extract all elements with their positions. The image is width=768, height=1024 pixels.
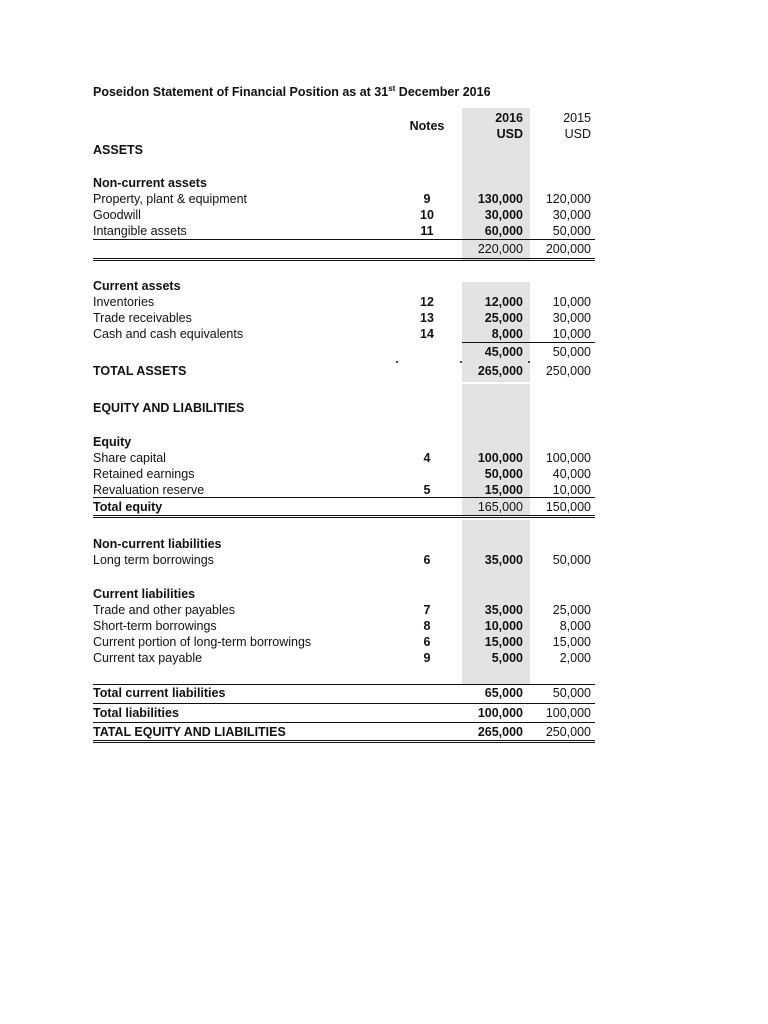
rule — [93, 239, 595, 240]
value-2016: 12,000 — [484, 295, 523, 309]
statement-row — [93, 207, 591, 223]
value-2015: 50,000 — [552, 345, 591, 359]
value-2015: 200,000 — [545, 242, 591, 256]
year-2016-header: 2016 — [495, 111, 523, 125]
statement-row — [93, 344, 591, 360]
value-2015: 2,000 — [559, 651, 591, 665]
note-reference: 7 — [423, 603, 431, 617]
statement-row — [93, 650, 591, 666]
statement-row — [93, 685, 591, 701]
statement-row — [93, 466, 591, 482]
value-2015: 50,000 — [552, 224, 591, 238]
statement-row — [93, 499, 591, 515]
statement-row — [93, 223, 591, 239]
value-2015: 30,000 — [552, 208, 591, 222]
row-label: TOTAL ASSETS — [93, 364, 187, 378]
value-2016: 220,000 — [477, 242, 523, 256]
rule — [93, 740, 595, 741]
value-2015: 50,000 — [552, 553, 591, 567]
value-2016: 100,000 — [477, 451, 523, 465]
value-2016: 30,000 — [484, 208, 523, 222]
value-2016: 265,000 — [477, 364, 523, 378]
note-reference: 10 — [420, 208, 434, 222]
row-label: Intangible assets — [93, 224, 187, 238]
rule — [93, 497, 595, 498]
note-reference: 6 — [423, 553, 431, 567]
value-2015: 8,000 — [559, 619, 591, 633]
currency-2015-header: USD — [564, 127, 591, 141]
statement-row — [93, 241, 591, 257]
note-reference: 9 — [423, 192, 431, 206]
value-2016: 60,000 — [484, 224, 523, 238]
value-2016: 15,000 — [484, 483, 523, 497]
note-reference: 8 — [423, 619, 431, 633]
value-2016: 35,000 — [484, 603, 523, 617]
row-label: Total liabilities — [93, 706, 179, 720]
row-label: Inventories — [93, 295, 155, 309]
row-label: Property, plant & equipment — [93, 192, 248, 206]
statement-row — [93, 602, 591, 618]
row-label: Trade receivables — [93, 311, 192, 325]
value-2016: 8,000 — [491, 327, 523, 341]
value-2016: 65,000 — [484, 686, 523, 700]
statement-row — [93, 310, 591, 326]
row-label: Retained earnings — [93, 467, 195, 481]
value-2016: 265,000 — [477, 725, 523, 739]
statement-row — [93, 724, 591, 740]
value-2015: 150,000 — [545, 500, 591, 514]
statement-row — [93, 363, 591, 379]
value-2016: 15,000 — [484, 635, 523, 649]
row-label: TATAL EQUITY AND LIABILITIES — [93, 725, 286, 739]
rule — [93, 258, 595, 259]
value-2015: 250,000 — [545, 725, 591, 739]
row-label: Current portion of long-term borrowings — [93, 635, 312, 649]
row-label: Non-current assets — [93, 176, 207, 190]
statement-row — [93, 175, 591, 191]
note-reference: 13 — [420, 311, 434, 325]
value-2016: 45,000 — [484, 345, 523, 359]
currency-2016-header: USD — [496, 127, 523, 141]
statement-row — [93, 586, 591, 602]
row-label: Total equity — [93, 500, 163, 514]
notes-header: Notes — [409, 119, 445, 133]
value-2016: 130,000 — [477, 192, 523, 206]
value-2016: 10,000 — [484, 619, 523, 633]
value-2016: 50,000 — [484, 467, 523, 481]
row-label: Current assets — [93, 279, 181, 293]
value-2015: 30,000 — [552, 311, 591, 325]
row-label: Trade and other payables — [93, 603, 235, 617]
value-2015: 250,000 — [545, 364, 591, 378]
rule — [93, 684, 595, 685]
statement-title: Poseidon Statement of Financial Position as at 31st December 2016 — [93, 84, 491, 99]
rule — [93, 515, 595, 516]
row-label: ASSETS — [93, 143, 144, 157]
value-2015: 40,000 — [552, 467, 591, 481]
rule — [93, 703, 595, 704]
note-reference: 12 — [420, 295, 434, 309]
rule — [93, 742, 595, 743]
statement-row — [93, 482, 591, 498]
value-2015: 25,000 — [552, 603, 591, 617]
row-label: Share capital — [93, 451, 166, 465]
value-2015: 50,000 — [552, 686, 591, 700]
statement-row — [93, 536, 591, 552]
rule — [93, 722, 595, 723]
note-reference: 9 — [423, 651, 431, 665]
value-2015: 10,000 — [552, 295, 591, 309]
value-2016: 100,000 — [477, 706, 523, 720]
row-label: Short-term borrowings — [93, 619, 217, 633]
value-2015: 10,000 — [552, 327, 591, 341]
scan-speck — [396, 361, 398, 363]
statement-row — [93, 191, 591, 207]
statement-row — [93, 278, 591, 294]
note-reference: 14 — [420, 327, 434, 341]
statement-row — [93, 142, 591, 158]
row-label: Cash and cash equivalents — [93, 327, 244, 341]
row-label: Current liabilities — [93, 587, 196, 601]
rule — [93, 260, 595, 261]
row-label: Goodwill — [93, 208, 141, 222]
row-label: Total current liabilities — [93, 686, 226, 700]
year-2015-header: 2015 — [563, 111, 591, 125]
value-2016: 165,000 — [477, 500, 523, 514]
value-2015: 10,000 — [552, 483, 591, 497]
rule — [93, 517, 595, 518]
note-reference: 6 — [423, 635, 431, 649]
value-2015: 100,000 — [545, 451, 591, 465]
scan-speck — [528, 361, 530, 363]
value-2015: 15,000 — [552, 635, 591, 649]
row-label: Equity — [93, 435, 132, 449]
value-2016: 5,000 — [491, 651, 523, 665]
value-2015: 120,000 — [545, 192, 591, 206]
row-label: Long term borrowings — [93, 553, 214, 567]
statement-row — [93, 294, 591, 310]
rule — [462, 342, 595, 343]
statement-row — [93, 705, 591, 721]
note-reference: 4 — [423, 451, 431, 465]
statement-row — [93, 552, 591, 568]
value-2015: 100,000 — [545, 706, 591, 720]
value-2016: 25,000 — [484, 311, 523, 325]
statement-row — [93, 450, 591, 466]
note-reference: 5 — [423, 483, 431, 497]
statement-row — [93, 634, 591, 650]
row-label: Current tax payable — [93, 651, 203, 665]
row-label: Revaluation reserve — [93, 483, 205, 497]
value-2016: 35,000 — [484, 553, 523, 567]
statement-row — [93, 618, 591, 634]
statement-row — [93, 326, 591, 342]
note-reference: 11 — [420, 224, 434, 238]
statement-row — [93, 400, 591, 416]
row-label: Non-current liabilities — [93, 537, 222, 551]
statement-row — [93, 434, 591, 450]
row-label: EQUITY AND LIABILITIES — [93, 401, 245, 415]
scan-speck — [460, 361, 462, 363]
